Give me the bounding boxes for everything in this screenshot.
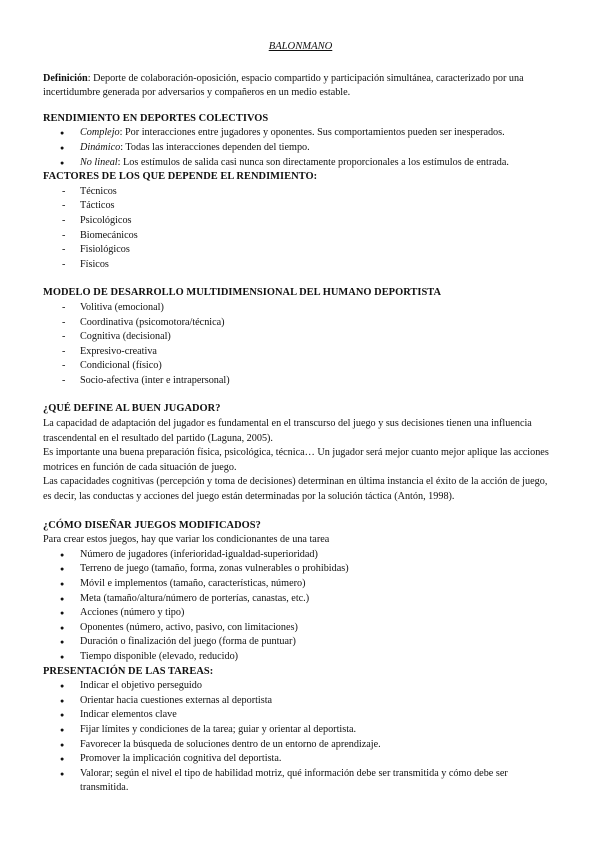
list-item: ● Valorar; según el nivel el tipo de habilidad motriz, qué información debe ser transmitida y cómo debe ser transmitida. [43,767,558,796]
list-item: - Psicológicos [43,214,558,229]
list-item: - Físicos [43,258,558,273]
list-item: ● Duración o finalización del juego (forma de puntuar) [43,635,558,650]
list-item: - Fisiológicos [43,243,558,258]
heading-buen-jugador: ¿QUÉ DEFINE AL BUEN JUGADOR? [43,403,221,415]
definition-text: : Deporte de colaboración-oposición, espacio compartido y participación simultánea, caracterizado por una incertidumbre generada por adversarios y compañeros en un medio estable. [43,72,524,99]
heading-rendimiento: RENDIMIENTO EN DEPORTES COLECTIVOS [43,112,269,124]
paragraph: Es importante una buena preparación física, psicológica, técnica… Un jugador será mejor cuanto mejor aplique las acciones motrices en función de cada situación de juego. [43,447,549,473]
heading-disenar: ¿CÓMO DISEÑAR JUEGOS MODIFICADOS? [43,519,261,531]
list-item: - Expresivo-creativa [43,345,558,360]
list-item: ● Orientar hacia cuestiones externas al deportista [43,694,558,709]
document-page [43,40,558,796]
list-item: ● Acciones (número y tipo) [43,606,558,621]
list-item: ● Número de jugadores (inferioridad-igualdad-superioridad) [43,548,558,563]
list-item: - Cognitiva (decisional) [43,330,558,345]
list-item: ● Móvil e implementos (tamaño, características, número) [43,577,558,592]
list-item [43,126,558,141]
list-item [43,156,558,171]
list-item: ● Oponentes (número, activo, pasivo, con limitaciones) [43,621,558,636]
term-dinamico: Dinámico [80,141,121,153]
list-item: ● Terreno de juego (tamaño, forma, zonas vulnerables o prohibidas) [43,562,558,577]
rendimiento-list [43,126,558,170]
document-title: BALONMANO [268,41,333,52]
heading-modelo: MODELO DE DESARROLLO MULTIDIMENSIONAL DEL HUMANO DEPORTISTA [43,287,442,299]
factores-list [43,185,558,273]
disenar-list [43,548,558,665]
list-item: - Condicional (físico) [43,359,558,374]
list-item: - Tácticos [43,199,558,214]
definition-paragraph [43,72,558,101]
paragraph: Las capacidades cognitivas (percepción y toma de decisiones) determinan en última instancia el éxito de la acción de juego, es decir, las conductas y acciones del juego están determinadas por la solución táctica (Antón, 1998). [43,476,548,503]
list-item: - Técnicos [43,185,558,200]
list-item: ● Tiempo disponible (elevado, reducido) [43,650,558,665]
term-text: : Por interacciones entre jugadores y oponentes. Sus comportamientos pueden ser inesperados. [119,127,505,139]
presentacion-list [43,679,558,796]
list-item: - Socio-afectiva (inter e intrapersonal) [43,374,558,389]
list-item: - Biomecánicos [43,229,558,244]
disenar-intro: Para crear estos juegos, hay que variar los condicionantes de una tarea [43,534,330,546]
paragraph: La capacidad de adaptación del jugador es fundamental en el transcurso del juego y sus decisiones tienen una influencia trascendental en el resultado del partido (Laguna, 2005). [43,418,532,444]
heading-factores: FACTORES DE LOS QUE DEPENDE EL RENDIMIENTO: [43,171,318,183]
list-item: ● Meta (tamaño/altura/número de porterías, canastas, etc.) [43,592,558,607]
list-item: ● Promover la implicación cognitiva del deportista. [43,752,558,767]
definition-label: Definición [43,72,88,84]
term-text: : Todas las interacciones dependen del tiempo. [120,141,310,153]
term-complejo: Complejo [80,127,120,139]
list-item [43,141,558,156]
list-item: - Coordinativa (psicomotora/técnica) [43,316,558,331]
list-item: ● Favorecer la búsqueda de soluciones dentro de un entorno de aprendizaje. [43,738,558,753]
modelo-list [43,301,558,389]
term-no-lineal: No lineal [80,156,118,168]
heading-presentacion: PRESENTACIÓN DE LAS TAREAS: [43,665,214,677]
list-item: - Volitiva (emocional) [43,301,558,316]
term-text: : Los estímulos de salida casi nunca son directamente proporcionales a los estímulos de entrada. [117,156,509,168]
list-item: ● Indicar elementos clave [43,708,558,723]
list-item: ● Indicar el objetivo perseguido [43,679,558,694]
list-item: ● Fijar límites y condiciones de la tarea; guiar y orientar al deportista. [43,723,558,738]
